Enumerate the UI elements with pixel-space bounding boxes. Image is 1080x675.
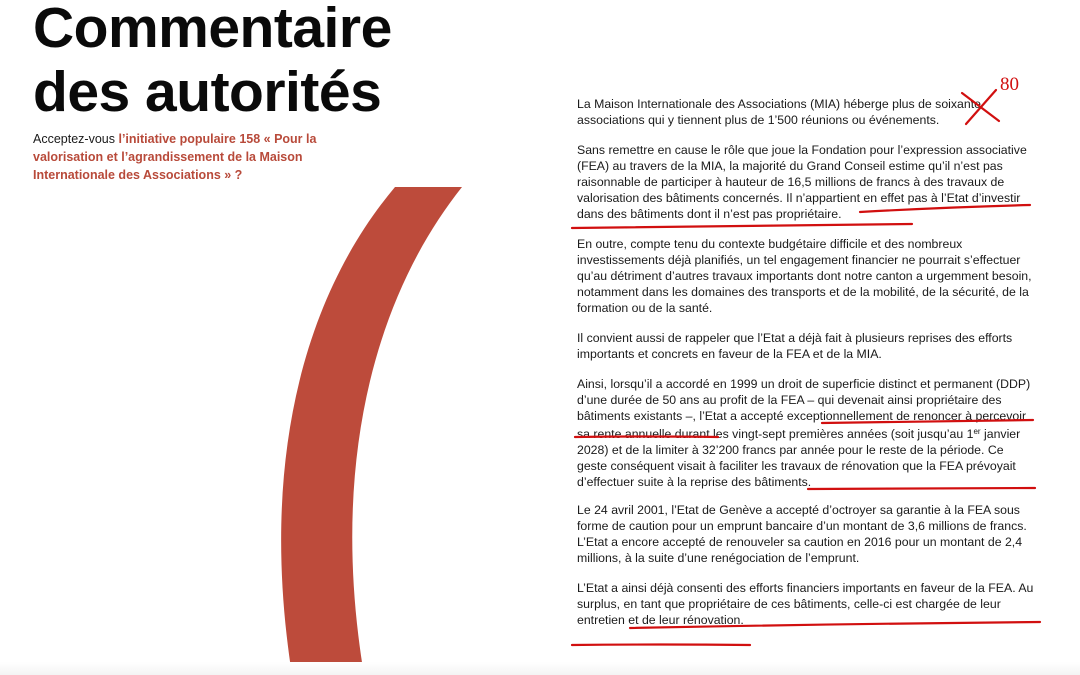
paragraph-2: Sans remettre en cause le rôle que joue la Fondation pour l’expression associative (FEA) au travers de la MIA, la majorité du Grand Conseil estime qu’il n’est pas raisonnable de participer à hauteur de 16,5 millions de francs à des travaux de valorisation des bâtiments concernés. Il n’appartient en effet pas à l’Etat d’investir dans des bâtiments dont il n’est pas propriétaire.	[577, 143, 1027, 221]
title-line-2: des autorités	[33, 60, 382, 124]
paragraph-4: Il convient aussi de rappeler que l’Etat a déjà fait à plusieurs reprises des efforts importants et concrets en faveur de la FEA et de la MIA.	[577, 331, 1013, 361]
initiative-title: l’initiative populaire 158 « Pour la valorisation et l’agrandissement de la Maison Internationale des Associations » ?	[33, 132, 317, 182]
page-edge-shade	[0, 662, 1080, 675]
handwritten-correction-number: 80	[1000, 74, 1019, 95]
paragraph-3: En outre, compte tenu du contexte budgétaire difficile et des nombreux investissements déjà planifiés, un tel engagement financier ne pourrait s’effectuer qu’au détriment d’autres travaux importants dont notre canton a urgemment besoin, notamment dans les domaines des transports et de la mobilité, de la sécurité, de la formation ou de la santé.	[577, 237, 1032, 315]
paragraph-5: Ainsi, lorsqu’il a accordé en 1999 un droit de superficie distinct et permanent (DDP) d’une durée de 50 ans au profit de la FEA – qui devenait ainsi propriétaire des bâtiments existants –, l’Etat a accepté exceptionnellement de renoncer à percevoir sa rente annuelle durant les vingt-sept premières années (soit jusqu’au 1er janvier 2028) et de la limiter à 32’200 francs par année pour le reste de la période. Ce geste conséquent visait à faciliter les travaux de rénovation que la FEA prévoyait d’effectuer suite à la reprise des bâtiments.	[577, 377, 1031, 489]
paragraph-1: La Maison Internationale des Associations (MIA) héberge plus de soixante associations qui y tiennent plus de 1’500 réunions ou événements.	[577, 97, 981, 127]
question-lead: Acceptez-vous	[33, 132, 119, 146]
authorities-commentary	[577, 96, 1037, 642]
paragraph-7: L’Etat a ainsi déjà consenti des efforts financiers importants en faveur de la FEA. Au surplus, en tant que propriétaire de ces bâtiments, celle-ci est chargée de leur entretien et de leur rénovation.	[577, 581, 1034, 627]
title-line-1: Commentaire	[33, 0, 392, 60]
arc-shape	[281, 187, 462, 675]
paragraph-6: Le 24 avril 2001, l’Etat de Genève a accepté d’octroyer sa garantie à la FEA sous forme de caution pour un emprunt bancaire d’un montant de 3,6 millions de francs. L’Etat a encore accepté de renouveler sa caution en 2016 pour un montant de 2,4 millions, à la suite d’une renégociation de l’emprunt.	[577, 503, 1027, 565]
